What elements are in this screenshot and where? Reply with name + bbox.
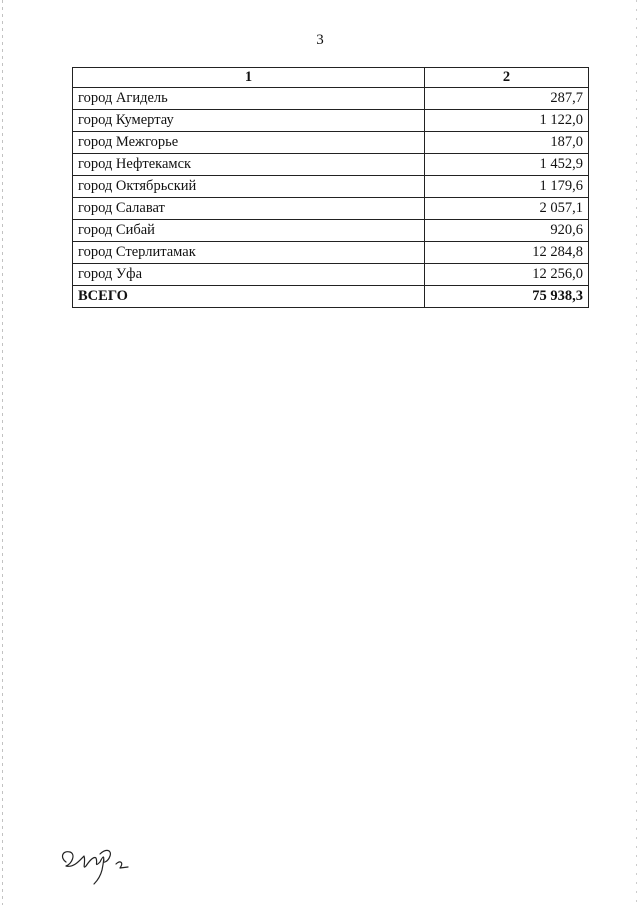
table-row xyxy=(73,154,589,176)
column-header-1: 1 xyxy=(73,68,425,88)
table-row xyxy=(73,242,589,264)
city-name: город Кумертау xyxy=(73,110,425,132)
table-row xyxy=(73,132,589,154)
city-value: 1 122,0 xyxy=(425,110,589,132)
city-value: 12 256,0 xyxy=(425,264,589,286)
city-name: город Уфа xyxy=(73,264,425,286)
page-number: 3 xyxy=(316,32,324,48)
city-name: город Сибай xyxy=(73,220,425,242)
total-value: 75 938,3 xyxy=(425,286,589,308)
city-value: 287,7 xyxy=(425,88,589,110)
city-name: город Межгорье xyxy=(73,132,425,154)
city-name: город Октябрьский xyxy=(73,176,425,198)
table-row xyxy=(73,220,589,242)
table-row xyxy=(73,88,589,110)
scan-edge-left xyxy=(2,0,3,905)
scan-edge-right xyxy=(636,0,637,905)
total-label: ВСЕГО xyxy=(73,286,425,308)
data-table xyxy=(72,67,589,308)
city-name: город Нефтекамск xyxy=(73,154,425,176)
city-value: 920,6 xyxy=(425,220,589,242)
city-value: 1 179,6 xyxy=(425,176,589,198)
table-row xyxy=(73,176,589,198)
city-value: 187,0 xyxy=(425,132,589,154)
table-row xyxy=(73,264,589,286)
table-total-row xyxy=(73,286,589,308)
city-name: город Салават xyxy=(73,198,425,220)
city-name: город Агидель xyxy=(73,88,425,110)
table-header-row xyxy=(73,68,589,88)
city-value: 12 284,8 xyxy=(425,242,589,264)
city-name: город Стерлитамак xyxy=(73,242,425,264)
handwritten-signature xyxy=(56,840,136,886)
table-row xyxy=(73,198,589,220)
city-value: 2 057,1 xyxy=(425,198,589,220)
table-row xyxy=(73,110,589,132)
city-value: 1 452,9 xyxy=(425,154,589,176)
column-header-2: 2 xyxy=(425,68,589,88)
